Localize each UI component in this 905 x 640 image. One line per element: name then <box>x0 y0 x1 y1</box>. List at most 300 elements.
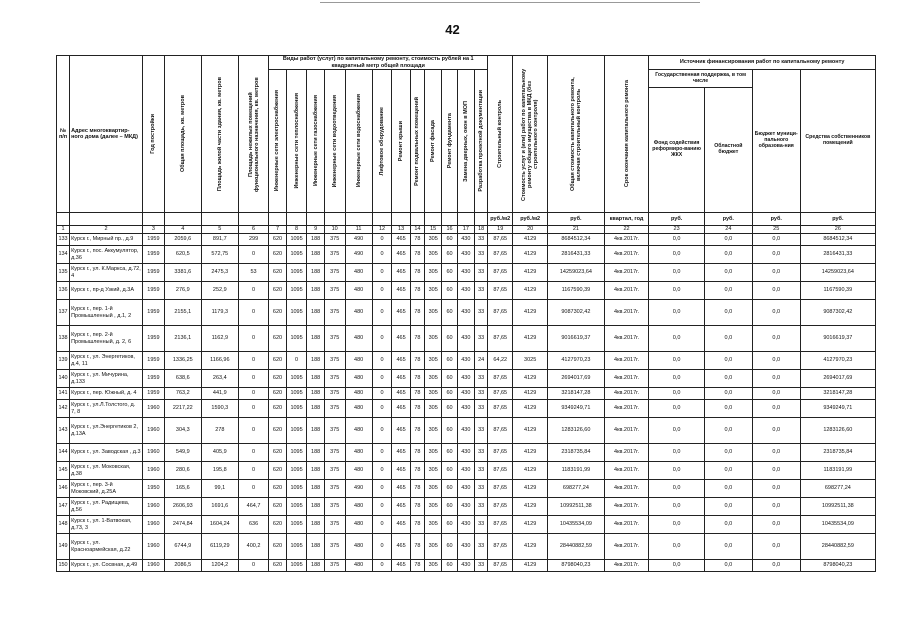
windows-cell: 430 <box>457 480 474 498</box>
table-row <box>57 534 876 560</box>
roof-cell: 465 <box>392 326 411 352</box>
sewer-cell: 375 <box>324 264 345 282</box>
unit-total: руб. <box>548 213 605 226</box>
electric-cell: 620 <box>269 264 286 282</box>
fund-cell: 0,0 <box>649 352 705 370</box>
column-number: 2 <box>70 226 143 234</box>
facade-cell: 305 <box>424 352 441 370</box>
heat-cell: 1095 <box>286 370 307 388</box>
electric-cell: 620 <box>269 352 286 370</box>
electric-cell: 620 <box>269 388 286 400</box>
total-cost-cell: 3218147,28 <box>548 388 605 400</box>
municipal-cell: 0,0 <box>752 326 800 352</box>
electric-cell: 620 <box>269 498 286 516</box>
water-cell: 490 <box>345 246 372 264</box>
unit-fund: руб. <box>649 213 705 226</box>
sewer-cell: 375 <box>324 388 345 400</box>
unit-cost: руб./м2 <box>513 213 548 226</box>
fund-cell: 0,0 <box>649 234 705 246</box>
roof-cell: 465 <box>392 560 411 572</box>
water-cell: 480 <box>345 388 372 400</box>
column-number: 21 <box>548 226 605 234</box>
foundation-cell: 60 <box>442 516 457 534</box>
nonliving-area-cell: 0 <box>238 282 268 300</box>
row-number: 145 <box>57 462 70 480</box>
electric-cell: 620 <box>269 400 286 418</box>
header-regional: Областной бюджет <box>704 88 752 213</box>
municipal-cell: 0,0 <box>752 300 800 326</box>
heat-cell: 1095 <box>286 264 307 282</box>
regional-cell: 0,0 <box>704 282 752 300</box>
regional-cell: 0,0 <box>704 560 752 572</box>
facade-cell: 305 <box>424 534 441 560</box>
table-row <box>57 370 876 388</box>
control-cell: 87,65 <box>488 282 513 300</box>
nonliving-area-cell: 53 <box>238 264 268 282</box>
foundation-cell: 60 <box>442 462 457 480</box>
address-cell: Курск г., ул.Энергетиков 2, д.13А <box>70 418 143 444</box>
header-w-facade: Ремонт фасада <box>424 70 441 213</box>
total-area-cell: 2474,84 <box>164 516 201 534</box>
facade-cell: 305 <box>424 516 441 534</box>
municipal-cell: 0,0 <box>752 246 800 264</box>
design-cell: 33 <box>475 498 488 516</box>
heat-cell: 0 <box>286 352 307 370</box>
facade-cell: 305 <box>424 388 441 400</box>
lift-cell: 0 <box>372 480 392 498</box>
owners-cell: 28440882,59 <box>800 534 875 560</box>
deadline-cell: 4кв.2017г. <box>604 480 649 498</box>
gas-cell: 188 <box>307 352 324 370</box>
table-row <box>57 498 876 516</box>
regional-cell: 0,0 <box>704 370 752 388</box>
design-cell: 33 <box>475 400 488 418</box>
windows-cell: 430 <box>457 560 474 572</box>
nonliving-area-cell: 0 <box>238 300 268 326</box>
header-w-design: Разработка проектной документации <box>475 70 488 213</box>
unit-owners: руб. <box>800 213 875 226</box>
sewer-cell: 375 <box>324 234 345 246</box>
table-row <box>57 246 876 264</box>
municipal-cell: 0,0 <box>752 352 800 370</box>
header-w-lift: Лифтовое оборудование <box>372 70 392 213</box>
lift-cell: 0 <box>372 352 392 370</box>
water-cell: 480 <box>345 264 372 282</box>
gas-cell: 188 <box>307 444 324 462</box>
header-w-sewer: Инженерные сети водоотведения <box>324 70 345 213</box>
gas-cell: 188 <box>307 246 324 264</box>
year-cell: 1960 <box>143 498 165 516</box>
design-cell: 33 <box>475 388 488 400</box>
nonliving-area-cell: 0 <box>238 480 268 498</box>
facade-cell: 305 <box>424 282 441 300</box>
design-cell: 33 <box>475 560 488 572</box>
owners-cell: 14259023,64 <box>800 264 875 282</box>
basement-cell: 78 <box>410 534 424 560</box>
total-area-cell: 620,5 <box>164 246 201 264</box>
row-number: 141 <box>57 388 70 400</box>
total-cost-cell: 1283126,60 <box>548 418 605 444</box>
lift-cell: 0 <box>372 282 392 300</box>
fund-cell: 0,0 <box>649 246 705 264</box>
fund-cell: 0,0 <box>649 418 705 444</box>
foundation-cell: 60 <box>442 370 457 388</box>
column-number: 16 <box>442 226 457 234</box>
fund-cell: 0,0 <box>649 516 705 534</box>
basement-cell: 78 <box>410 444 424 462</box>
living-area-cell: 278 <box>201 418 238 444</box>
year-cell: 1960 <box>143 462 165 480</box>
heat-cell: 1095 <box>286 300 307 326</box>
gas-cell: 188 <box>307 516 324 534</box>
sewer-cell: 375 <box>324 246 345 264</box>
sewer-cell: 375 <box>324 498 345 516</box>
header-w-water: Инженерные сети водоснабжения <box>345 70 372 213</box>
living-area-cell: 1162,9 <box>201 326 238 352</box>
living-area-cell: 6119,29 <box>201 534 238 560</box>
header-w-electric: Инженерные сети электроснабжения <box>269 70 286 213</box>
header-w-roof: Ремонт крыши <box>392 70 411 213</box>
electric-cell: 620 <box>269 300 286 326</box>
facade-cell: 305 <box>424 498 441 516</box>
table-body <box>57 234 876 572</box>
foundation-cell: 60 <box>442 498 457 516</box>
design-cell: 33 <box>475 282 488 300</box>
sewer-cell: 375 <box>324 444 345 462</box>
row-number: 137 <box>57 300 70 326</box>
electric-cell: 620 <box>269 234 286 246</box>
total-cost-cell: 1183191,99 <box>548 462 605 480</box>
fund-cell: 0,0 <box>649 282 705 300</box>
living-area-cell: 1179,3 <box>201 300 238 326</box>
municipal-cell: 0,0 <box>752 418 800 444</box>
foundation-cell: 60 <box>442 282 457 300</box>
design-cell: 33 <box>475 418 488 444</box>
unit-control: руб./м2 <box>488 213 513 226</box>
roof-cell: 465 <box>392 246 411 264</box>
design-cell: 33 <box>475 234 488 246</box>
living-area-cell: 1604,24 <box>201 516 238 534</box>
capital-repair-table <box>56 55 876 572</box>
gas-cell: 188 <box>307 234 324 246</box>
sewer-cell: 375 <box>324 534 345 560</box>
column-number: 14 <box>410 226 424 234</box>
lift-cell: 0 <box>372 498 392 516</box>
lift-cell: 0 <box>372 388 392 400</box>
owners-cell: 9087302,42 <box>800 300 875 326</box>
regional-cell: 0,0 <box>704 300 752 326</box>
control-cell: 87,65 <box>488 234 513 246</box>
total-area-cell: 280,6 <box>164 462 201 480</box>
water-cell: 480 <box>345 370 372 388</box>
column-number: 15 <box>424 226 441 234</box>
fund-cell: 0,0 <box>649 444 705 462</box>
control-cell: 87,65 <box>488 498 513 516</box>
header-address: Адрес многоквартир-ного дома (далее – МКД) <box>70 56 143 213</box>
total-area-cell: 2217,22 <box>164 400 201 418</box>
living-area-cell: 195,8 <box>201 462 238 480</box>
living-area-cell: 99,1 <box>201 480 238 498</box>
row-number: 147 <box>57 498 70 516</box>
control-cell: 87,65 <box>488 400 513 418</box>
gas-cell: 188 <box>307 370 324 388</box>
gas-cell: 188 <box>307 534 324 560</box>
owners-cell: 1183191,99 <box>800 462 875 480</box>
lift-cell: 0 <box>372 264 392 282</box>
design-cell: 24 <box>475 352 488 370</box>
fund-cell: 0,0 <box>649 560 705 572</box>
design-cell: 33 <box>475 264 488 282</box>
column-number: 19 <box>488 226 513 234</box>
living-area-cell: 1204,2 <box>201 560 238 572</box>
gas-cell: 188 <box>307 480 324 498</box>
table-row <box>57 282 876 300</box>
electric-cell: 620 <box>269 462 286 480</box>
address-cell: Курск г., пос. Аккумулятор, д.36 <box>70 246 143 264</box>
row-number: 144 <box>57 444 70 462</box>
header-unit-cost: Стоимость услуг и (или) работ по капитальному ремонту общего имущества в МКД (без строительного контроля) <box>513 56 548 213</box>
control-cell: 87,65 <box>488 418 513 444</box>
header-living-area: Площадь жилой части здания, кв. метров <box>201 56 238 213</box>
column-number: 13 <box>392 226 411 234</box>
column-number: 4 <box>164 226 201 234</box>
control-cell: 87,65 <box>488 444 513 462</box>
row-number: 138 <box>57 326 70 352</box>
windows-cell: 430 <box>457 370 474 388</box>
unit-cost-cell: 4129 <box>513 282 548 300</box>
heat-cell: 1095 <box>286 326 307 352</box>
lift-cell: 0 <box>372 444 392 462</box>
total-cost-cell: 1167590,39 <box>548 282 605 300</box>
header-nonliving-area: Площадь нежилых помещений функционального назначения, кв. метров <box>238 56 268 213</box>
windows-cell: 430 <box>457 264 474 282</box>
deadline-cell: 4кв.2017г. <box>604 234 649 246</box>
column-number: 20 <box>513 226 548 234</box>
total-cost-cell: 9349249,71 <box>548 400 605 418</box>
water-cell: 490 <box>345 234 372 246</box>
column-number: 6 <box>238 226 268 234</box>
nonliving-area-cell: 0 <box>238 326 268 352</box>
owners-cell: 2318735,84 <box>800 444 875 462</box>
windows-cell: 430 <box>457 388 474 400</box>
deadline-cell: 4кв.2017г. <box>604 326 649 352</box>
total-area-cell: 2155,1 <box>164 300 201 326</box>
table-row <box>57 264 876 282</box>
regional-cell: 0,0 <box>704 326 752 352</box>
column-number: 17 <box>457 226 474 234</box>
water-cell: 480 <box>345 534 372 560</box>
address-cell: Курск г., ул. Радищева, д.56 <box>70 498 143 516</box>
sewer-cell: 375 <box>324 462 345 480</box>
header-w-basement: Ремонт подвальных помещений <box>410 70 424 213</box>
heat-cell: 1095 <box>286 246 307 264</box>
column-number: 18 <box>475 226 488 234</box>
column-number: 23 <box>649 226 705 234</box>
deadline-cell: 4кв.2017г. <box>604 462 649 480</box>
facade-cell: 305 <box>424 400 441 418</box>
control-cell: 87,65 <box>488 300 513 326</box>
year-cell: 1960 <box>143 534 165 560</box>
deadline-cell: 4кв.2017г. <box>604 264 649 282</box>
header-control: Строительный контроль <box>488 56 513 213</box>
column-number: 7 <box>269 226 286 234</box>
basement-cell: 78 <box>410 400 424 418</box>
electric-cell: 620 <box>269 480 286 498</box>
address-cell: Курск г., Мирный пр., д.9 <box>70 234 143 246</box>
year-cell: 1959 <box>143 370 165 388</box>
foundation-cell: 60 <box>442 418 457 444</box>
design-cell: 33 <box>475 246 488 264</box>
header-fund: Фонд содействия реформиро-ванию ЖКХ <box>649 88 705 213</box>
lift-cell: 0 <box>372 246 392 264</box>
header-w-heat: Инженерные сети теплоснабжения <box>286 70 307 213</box>
address-cell: Курск г., пер. 3-й Моковский, д.25А <box>70 480 143 498</box>
facade-cell: 305 <box>424 326 441 352</box>
electric-cell: 620 <box>269 282 286 300</box>
regional-cell: 0,0 <box>704 480 752 498</box>
municipal-cell: 0,0 <box>752 516 800 534</box>
facade-cell: 305 <box>424 264 441 282</box>
owners-cell: 4127970,23 <box>800 352 875 370</box>
heat-cell: 1095 <box>286 462 307 480</box>
fund-cell: 0,0 <box>649 534 705 560</box>
address-cell: Курск г., ул. Сосвная, д.49 <box>70 560 143 572</box>
unit-deadline: квартал, год <box>604 213 649 226</box>
header-municipal: Бюджет муници-пального образова-ния <box>752 70 800 213</box>
gas-cell: 188 <box>307 462 324 480</box>
total-cost-cell: 10435534,09 <box>548 516 605 534</box>
living-area-cell: 1166,96 <box>201 352 238 370</box>
deadline-cell: 4кв.2017г. <box>604 300 649 326</box>
nonliving-area-cell: 0 <box>238 400 268 418</box>
gas-cell: 188 <box>307 400 324 418</box>
year-cell: 1959 <box>143 234 165 246</box>
year-cell: 1959 <box>143 300 165 326</box>
foundation-cell: 60 <box>442 534 457 560</box>
basement-cell: 78 <box>410 234 424 246</box>
total-area-cell: 3381,6 <box>164 264 201 282</box>
heat-cell: 1095 <box>286 560 307 572</box>
sewer-cell: 375 <box>324 516 345 534</box>
basement-cell: 78 <box>410 418 424 444</box>
column-number: 26 <box>800 226 875 234</box>
basement-cell: 78 <box>410 326 424 352</box>
windows-cell: 430 <box>457 418 474 444</box>
total-cost-cell: 2694017,69 <box>548 370 605 388</box>
basement-cell: 78 <box>410 388 424 400</box>
electric-cell: 620 <box>269 560 286 572</box>
control-cell: 87,65 <box>488 246 513 264</box>
table-row <box>57 418 876 444</box>
total-cost-cell: 698277,24 <box>548 480 605 498</box>
regional-cell: 0,0 <box>704 534 752 560</box>
total-cost-cell: 9016619,37 <box>548 326 605 352</box>
gas-cell: 188 <box>307 326 324 352</box>
foundation-cell: 60 <box>442 300 457 326</box>
fund-cell: 0,0 <box>649 498 705 516</box>
unit-cost-cell: 4129 <box>513 480 548 498</box>
foundation-cell: 60 <box>442 388 457 400</box>
unit-cost-cell: 4129 <box>513 444 548 462</box>
design-cell: 33 <box>475 444 488 462</box>
facade-cell: 305 <box>424 234 441 246</box>
unit-cost-cell: 4129 <box>513 516 548 534</box>
unit-cost-cell: 4129 <box>513 264 548 282</box>
gas-cell: 188 <box>307 282 324 300</box>
address-cell: Курск г., ул. 1-Ватвокая, д.73, 3 <box>70 516 143 534</box>
table-row <box>57 480 876 498</box>
windows-cell: 430 <box>457 400 474 418</box>
address-cell: Курск г., ул. Мичурина, д.133 <box>70 370 143 388</box>
foundation-cell: 60 <box>442 246 457 264</box>
table-row <box>57 352 876 370</box>
year-cell: 1960 <box>143 444 165 462</box>
roof-cell: 465 <box>392 418 411 444</box>
unit-cost-cell: 3025 <box>513 352 548 370</box>
nonliving-area-cell: 0 <box>238 418 268 444</box>
heat-cell: 1095 <box>286 534 307 560</box>
water-cell: 490 <box>345 480 372 498</box>
top-rule <box>320 2 700 3</box>
sewer-cell: 375 <box>324 480 345 498</box>
header-w-foundation: Ремонт фундамента <box>442 70 457 213</box>
year-cell: 1959 <box>143 326 165 352</box>
lift-cell: 0 <box>372 234 392 246</box>
gas-cell: 188 <box>307 300 324 326</box>
total-area-cell: 2086,5 <box>164 560 201 572</box>
heat-cell: 1095 <box>286 282 307 300</box>
heat-cell: 1095 <box>286 498 307 516</box>
control-cell: 87,65 <box>488 480 513 498</box>
table-row <box>57 444 876 462</box>
page-number: 42 <box>445 22 460 37</box>
row-number: 133 <box>57 234 70 246</box>
windows-cell: 430 <box>457 246 474 264</box>
municipal-cell: 0,0 <box>752 480 800 498</box>
regional-cell: 0,0 <box>704 388 752 400</box>
table-row <box>57 234 876 246</box>
unit-cost-cell: 4129 <box>513 326 548 352</box>
water-cell: 480 <box>345 516 372 534</box>
deadline-cell: 4кв.2017г. <box>604 388 649 400</box>
address-cell: Курск г., пер. 1-й Промышленный , д.1, 2 <box>70 300 143 326</box>
header-owners: Средства собственников помещений <box>800 70 875 213</box>
roof-cell: 465 <box>392 352 411 370</box>
design-cell: 33 <box>475 480 488 498</box>
roof-cell: 465 <box>392 388 411 400</box>
year-cell: 1950 <box>143 480 165 498</box>
roof-cell: 465 <box>392 370 411 388</box>
unit-cost-cell: 4129 <box>513 418 548 444</box>
water-cell: 480 <box>345 326 372 352</box>
facade-cell: 305 <box>424 418 441 444</box>
owners-cell: 2816431,33 <box>800 246 875 264</box>
year-cell: 1960 <box>143 418 165 444</box>
unit-cost-cell: 4129 <box>513 234 548 246</box>
unit-cost-cell: 4129 <box>513 462 548 480</box>
roof-cell: 465 <box>392 264 411 282</box>
control-cell: 87,65 <box>488 388 513 400</box>
header-w-windows: Замена дверных, окон в МОП <box>457 70 474 213</box>
foundation-cell: 60 <box>442 326 457 352</box>
total-cost-cell: 2816431,33 <box>548 246 605 264</box>
address-cell: Курск г., ул. Моковская, д.38 <box>70 462 143 480</box>
nonliving-area-cell: 0 <box>238 352 268 370</box>
row-number: 142 <box>57 400 70 418</box>
owners-cell: 10435534,09 <box>800 516 875 534</box>
fund-cell: 0,0 <box>649 300 705 326</box>
design-cell: 33 <box>475 370 488 388</box>
